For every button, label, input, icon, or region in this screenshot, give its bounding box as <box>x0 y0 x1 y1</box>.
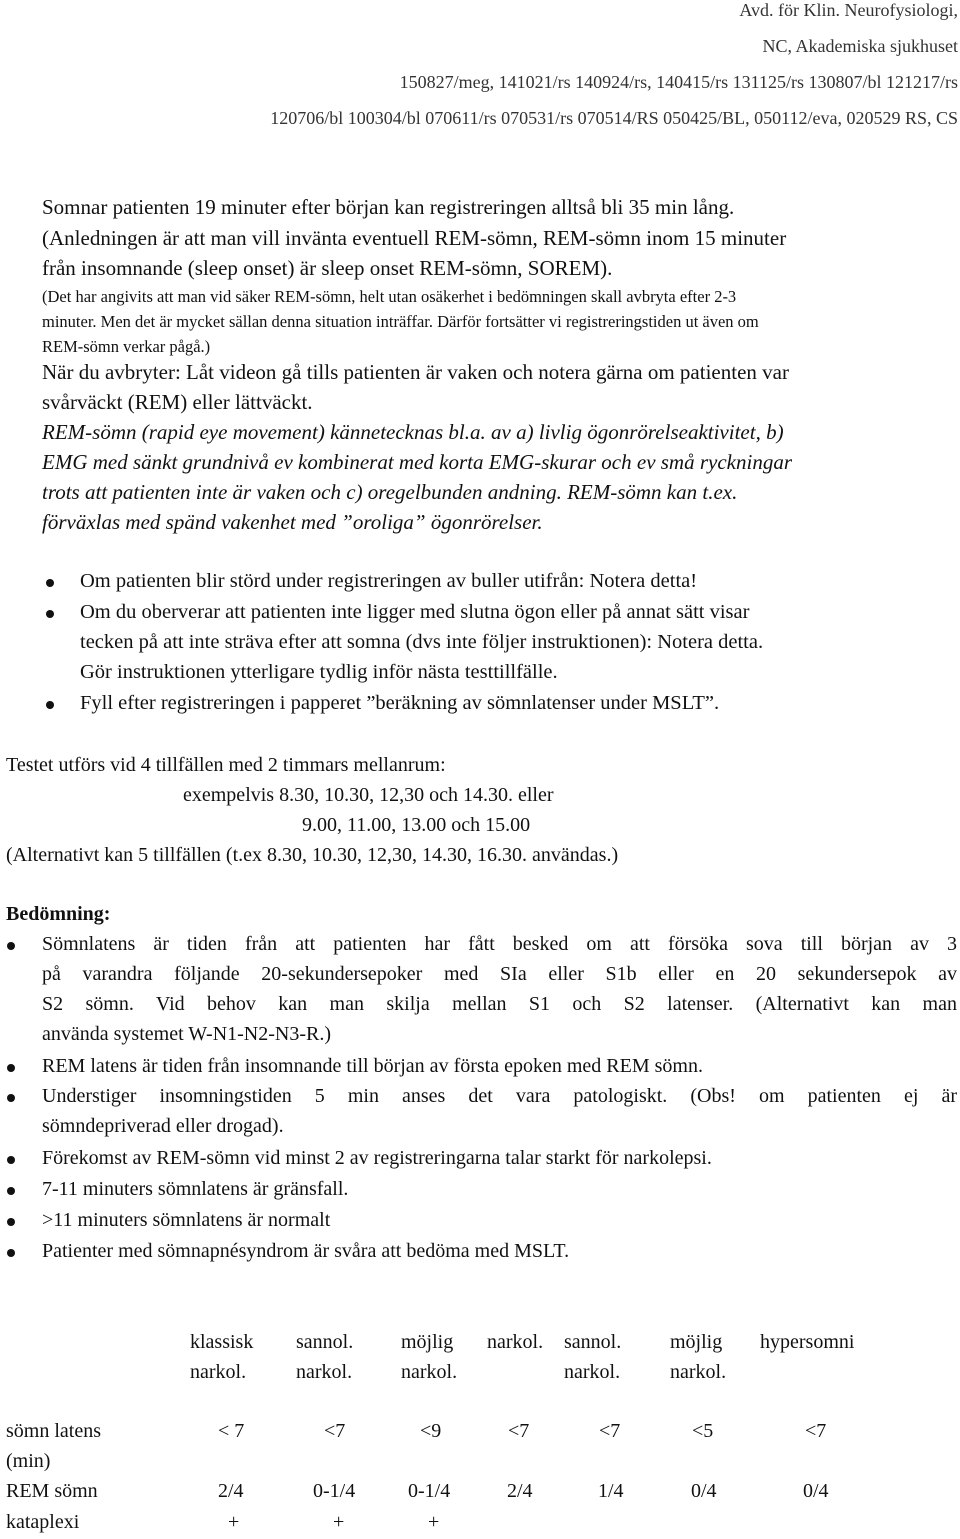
assessment-b3-line2: sömndepriverad eller drogad). <box>42 1115 284 1137</box>
table-header-cell: narkol. <box>670 1361 727 1383</box>
intro-p3-line1: När du avbryter: Låt videon gå tills patienten är vaken och notera gärna om patienten var <box>42 360 789 384</box>
bullet2-line2: tecken på att inte sträva efter att somna (dvs inte följer instruktionen): Notera detta. <box>80 631 764 653</box>
intro-p2-line1: (Det har angivits att man vid säker REM-sömn, helt utan osäkerhet i bedömningen skall avbryta efter 2-3 <box>42 287 737 306</box>
table-header-cell: narkol. <box>487 1331 544 1353</box>
table-cell: < 7 <box>218 1420 245 1442</box>
table-row-label: (min) <box>6 1450 51 1472</box>
table-header-cell: sannol. <box>564 1331 622 1353</box>
intro-p4-line4: förväxlas med spänd vakenhet med ”oroliga” ögonrörelser. <box>42 510 543 534</box>
bullet-dot <box>46 701 54 709</box>
intro-p4-line1: REM-sömn (rapid eye movement) kännetecknas bl.a. av a) livlig ögonrörelseaktivitet, b) <box>42 420 784 444</box>
intro-p4-line3: trots att patienten inte är vaken och c) oregelbunden andning. REM-sömn kan t.ex. <box>42 480 738 504</box>
schedule-line4: (Alternativt kan 5 tillfällen (t.ex 8.30, 10.30, 12,30, 14.30, 16.30. användas.) <box>6 844 619 866</box>
assessment-heading: Bedömning: <box>6 903 111 925</box>
intro-p1-line3: från insomnande (sleep onset) är sleep onset REM-sömn, SOREM). <box>42 256 613 280</box>
intro-p2-line2: minuter. Men det är mycket sällan denna situation inträffar. Därför fortsätter vi registreringstiden ut även om <box>42 312 759 331</box>
bullet-dot <box>7 1064 15 1072</box>
table-row-label: REM sömn <box>6 1480 98 1502</box>
table-cell: <7 <box>599 1420 621 1442</box>
table-cell: 2/4 <box>507 1480 533 1502</box>
bullet2-line1: Om du oberverar att patienten inte ligger med slutna ögon eller på annat sätt visar <box>80 601 750 623</box>
table-row-label: sömn latens <box>6 1420 101 1442</box>
table-cell: 2/4 <box>218 1480 244 1502</box>
bullet-dot <box>46 610 54 618</box>
table-header-cell: hypersomni <box>760 1331 855 1353</box>
schedule-line1: Testet utförs vid 4 tillfällen med 2 timmars mellanrum: <box>6 754 446 776</box>
header-revisions-1: 150827/meg, 141021/rs 140924/rs, 140415/rs 131125/rs 130807/bl 121217/rs <box>399 72 958 92</box>
intro-p4-line2: EMG med sänkt grundnivå ev kombinerat med korta EMG-skurar och ev små ryckningar <box>42 450 792 474</box>
table-header-cell: narkol. <box>296 1361 353 1383</box>
assessment-b5: 7-11 minuters sömnlatens är gränsfall. <box>42 1178 349 1200</box>
intro-p1-line2: (Anledningen är att man vill invänta eventuell REM-sömn, REM-sömn inom 15 minuter <box>42 226 787 250</box>
table-header-cell: möjlig <box>670 1331 723 1353</box>
intro-p2-line3: REM-sömn verkar pågå.) <box>42 337 211 356</box>
bullet-dot <box>7 1156 15 1164</box>
assessment-b7: Patienter med sömnapnésyndrom är svåra att bedöma med MSLT. <box>42 1240 570 1262</box>
assessment-b2: REM latens är tiden från insomnande till början av första epoken med REM sömn. <box>42 1055 703 1077</box>
table-row-label: kataplexi <box>6 1511 80 1533</box>
table-header-cell: sannol. <box>296 1331 354 1353</box>
table-header-cell: narkol. <box>190 1361 247 1383</box>
table-header-cell: narkol. <box>564 1361 621 1383</box>
table-cell: <5 <box>692 1420 714 1442</box>
table-cell: 1/4 <box>598 1480 624 1502</box>
assessment-b1-line4: använda systemet W-N1-N2-N3-R.) <box>42 1023 332 1045</box>
bullet1-text: Om patienten blir störd under registreringen av buller utifrån: Notera detta! <box>80 570 698 592</box>
table-cell: 0/4 <box>803 1480 829 1502</box>
bullet-dot <box>7 1187 15 1195</box>
table-cell: + <box>333 1511 345 1533</box>
table-cell: + <box>228 1511 240 1533</box>
schedule-line2: exempelvis 8.30, 10.30, 12,30 och 14.30. eller <box>183 784 554 806</box>
assessment-b4: Förekomst av REM-sömn vid minst 2 av registreringarna talar starkt för narkolepsi. <box>42 1147 712 1169</box>
bullet3-text: Fyll efter registreringen i papperet ”beräkning av sömnlatenser under MSLT”. <box>80 692 720 714</box>
table-cell: 0/4 <box>691 1480 717 1502</box>
assessment-b1-line3: S2 sömn. Vid behov kan man skilja mellan S1 och S2 latenser. (Alternativt kan man <box>42 993 957 1015</box>
header-revisions-2: 120706/bl 100304/bl 070611/rs 070531/rs 070514/RS 050425/BL, 050112/eva, 020529 RS, CS <box>270 108 958 128</box>
intro-p1-line1: Somnar patienten 19 minuter efter början kan registreringen alltså bli 35 min lång. <box>42 195 735 219</box>
table-cell: <7 <box>805 1420 827 1442</box>
bullet-dot <box>46 579 54 587</box>
table-cell: + <box>428 1511 440 1533</box>
table-header-cell: klassisk <box>190 1331 254 1353</box>
table-cell: <9 <box>420 1420 442 1442</box>
bullet-dot <box>7 1249 15 1257</box>
header-hospital: NC, Akademiska sjukhuset <box>762 36 958 56</box>
assessment-b3-line1: Understiger insomningstiden 5 min anses det vara patologiskt. (Obs! om patienten ej är <box>42 1085 957 1107</box>
schedule-line3: 9.00, 11.00, 13.00 och 15.00 <box>302 814 531 836</box>
bullet-dot <box>7 1218 15 1226</box>
table-header-cell: narkol. <box>401 1361 458 1383</box>
assessment-b1-line2: på varandra följande 20-sekundersepoker med SIa eller S1b eller en 20 sekundersepok av <box>42 963 957 985</box>
assessment-b6: >11 minuters sömnlatens är normalt <box>42 1209 331 1231</box>
header-department: Avd. för Klin. Neurofysiologi, <box>739 0 958 20</box>
bullet-dot <box>7 942 15 950</box>
table-header-cell: möjlig <box>401 1331 454 1353</box>
bullet-dot <box>7 1094 15 1102</box>
table-cell: 0-1/4 <box>408 1480 451 1502</box>
table-cell: 0-1/4 <box>313 1480 356 1502</box>
table-cell: <7 <box>324 1420 346 1442</box>
assessment-b1-line1: Sömnlatens är tiden från att patienten har fått besked om att försöka sova till början av 3 <box>42 933 957 955</box>
intro-p3-line2: svårväckt (REM) eller lättväckt. <box>42 390 313 414</box>
table-cell: <7 <box>508 1420 530 1442</box>
bullet2-line3: Gör instruktionen ytterligare tydlig inför nästa testtillfälle. <box>80 661 558 683</box>
